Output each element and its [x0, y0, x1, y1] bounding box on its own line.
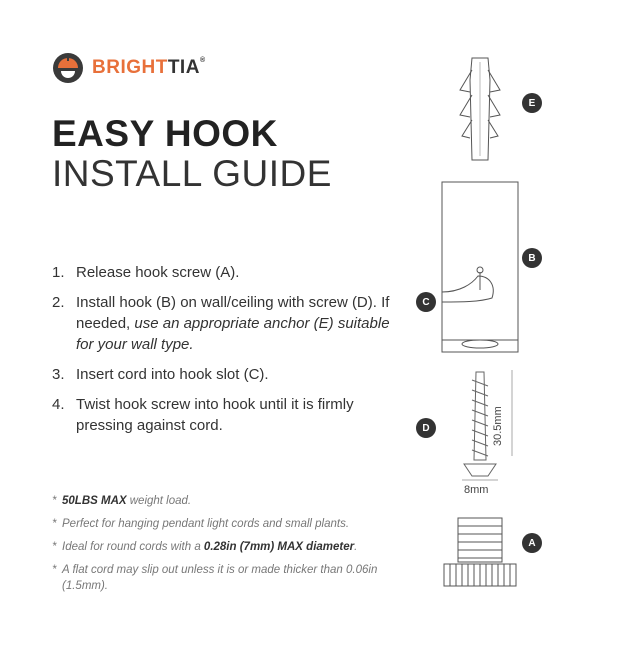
step-text: [76, 292, 402, 355]
lamp-logo-icon: [52, 52, 84, 84]
step-number: 2.: [52, 294, 65, 311]
step-number: 4.: [52, 396, 65, 413]
note-item-2: [52, 516, 422, 532]
screw-icon: [462, 370, 512, 480]
brand-name-part1: BRIGHT: [92, 57, 168, 78]
step-number: 1.: [52, 264, 65, 281]
step-item-2: [52, 292, 402, 355]
part-label-c: C: [416, 292, 436, 312]
page-title: EASY HOOK: [52, 113, 278, 154]
note-text: A flat cord may slip out unless it is or made thicker than 0.06in (1.5mm).: [62, 564, 378, 592]
part-label-d: D: [416, 418, 436, 438]
note-item-1: [52, 493, 422, 509]
note-marker: *: [52, 518, 57, 530]
note-bold: 50LBS MAX: [62, 495, 127, 507]
note-text: Ideal for round cords with a: [62, 541, 204, 553]
part-label-e: E: [522, 93, 542, 113]
page-subtitle: INSTALL GUIDE: [52, 153, 332, 194]
note-marker: *: [52, 541, 57, 553]
note-item-3: [52, 539, 422, 555]
note-bold: 0.28in (7mm) MAX diameter: [203, 541, 355, 553]
step-text: Release hook screw (A).: [76, 264, 240, 281]
brand-logo: [52, 52, 206, 84]
install-steps-list: [52, 262, 402, 445]
parts-illustration: [400, 40, 640, 640]
note-text: Perfect for hanging pendant light cords and small plants.: [62, 518, 350, 530]
step-text-italic: use an appropriate anchor (E) suitable for your wall type.: [76, 315, 390, 353]
screw-length-label: 30.5mm: [492, 406, 504, 446]
note-marker: *: [52, 495, 57, 507]
note-text: .: [354, 541, 358, 553]
hook-screw-knob-icon: [444, 518, 516, 586]
notes-list: [52, 493, 422, 601]
parts-diagram: [400, 40, 640, 640]
step-item-4: [52, 394, 402, 436]
screw-width-label: 8mm: [464, 484, 489, 496]
step-number: 3.: [52, 366, 65, 383]
note-marker: *: [52, 564, 57, 576]
part-label-a: A: [522, 533, 542, 553]
step-text: Twist hook screw into hook until it is firmly pressing against cord.: [76, 396, 354, 434]
wall-anchor-icon: [460, 58, 500, 160]
registered-mark: ®: [199, 57, 206, 64]
brand-name: [92, 57, 206, 79]
step-text-plain: Install hook (B) on wall/ceiling with screw (D). If needed,: [76, 294, 390, 332]
hook-body-icon: [442, 182, 518, 352]
step-item-3: [52, 364, 402, 385]
note-text: weight load.: [126, 495, 192, 507]
step-text: Insert cord into hook slot (C).: [76, 366, 269, 383]
step-item-1: [52, 262, 402, 283]
brand-name-part2: TIA: [167, 57, 200, 78]
note-item-4: [52, 562, 422, 594]
part-label-b: B: [522, 248, 542, 268]
